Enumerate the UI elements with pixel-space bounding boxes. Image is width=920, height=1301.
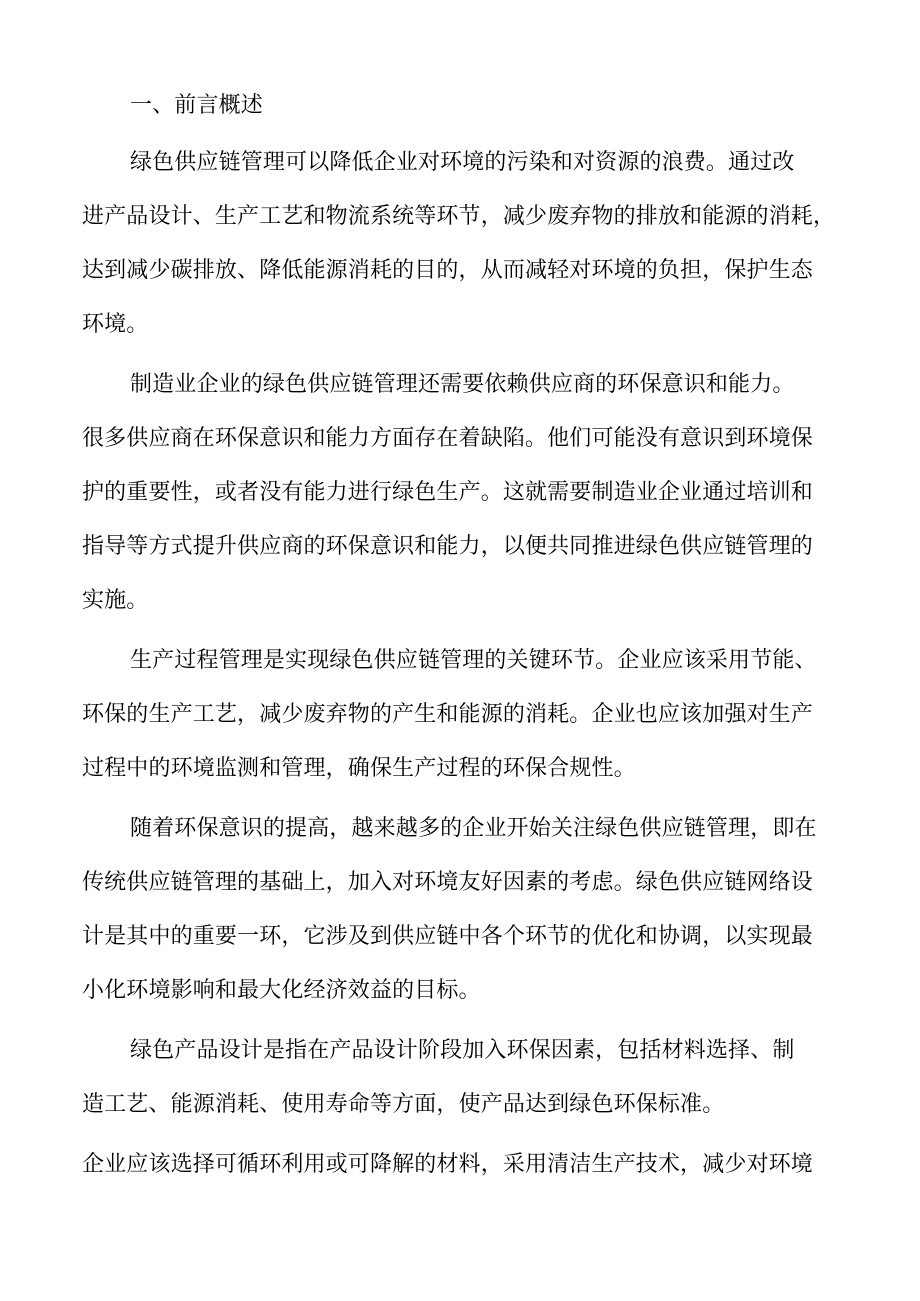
paragraph-2-line-5: 实施。: [82, 588, 149, 613]
paragraph-2-line-4: 指导等方式提升供应商的环保意识和能力，以便共同推进绿色供应链管理的: [82, 534, 813, 559]
paragraph-3-line-3: 过程中的环境监测和管理，确保生产过程的环保合规性。: [82, 756, 636, 781]
paragraph-4-line-3: 计是其中的重要一环，它涉及到供应链中各个环节的优化和协调，以实现最: [82, 924, 813, 949]
paragraph-2-line-3: 护的重要性，或者没有能力进行绿色生产。这就需要制造业企业通过培训和: [82, 480, 813, 505]
paragraph-1-line-1: 绿色供应链管理可以降低企业对环境的污染和对资源的浪费。通过改: [130, 150, 795, 175]
paragraph-2-line-1: 制造业企业的绿色供应链管理还需要依赖供应商的环保意识和能力。: [130, 372, 795, 397]
paragraph-4-line-1: 随着环保意识的提高，越来越多的企业开始关注绿色供应链管理，即在: [130, 816, 817, 841]
paragraph-3-line-1: 生产过程管理是实现绿色供应链管理的关键环节。企业应该采用节能、: [130, 648, 817, 673]
paragraph-1-line-4: 环境。: [82, 312, 149, 337]
paragraph-1-line-2: 进产品设计、生产工艺和物流系统等环节，减少废弃物的排放和能源的消耗，: [82, 204, 836, 229]
paragraph-5-line-1: 绿色产品设计是指在产品设计阶段加入环保因素，包括材料选择、制: [130, 1038, 795, 1063]
paragraph-5-line-2: 造工艺、能源消耗、使用寿命等方面，使产品达到绿色环保标准。: [82, 1092, 725, 1117]
paragraph-4-line-2: 传统供应链管理的基础上，加入对环境友好因素的考虑。绿色供应链网络设: [82, 870, 813, 895]
section-heading: 一、前言概述: [130, 93, 263, 118]
paragraph-3-line-2: 环保的生产工艺，减少废弃物的产生和能源的消耗。企业也应该加强对生产: [82, 702, 813, 727]
paragraph-2-line-2: 很多供应商在环保意识和能力方面存在着缺陷。他们可能没有意识到环境保: [82, 426, 813, 451]
paragraph-4-line-4: 小化环境影响和最大化经济效益的目标。: [82, 978, 481, 1003]
paragraph-1-line-3: 达到减少碳排放、降低能源消耗的目的，从而减轻对环境的负担，保护生态: [82, 258, 813, 283]
paragraph-6-line-1: 企业应该选择可循环利用或可降解的材料，采用清洁生产技术，减少对环境: [82, 1152, 813, 1177]
